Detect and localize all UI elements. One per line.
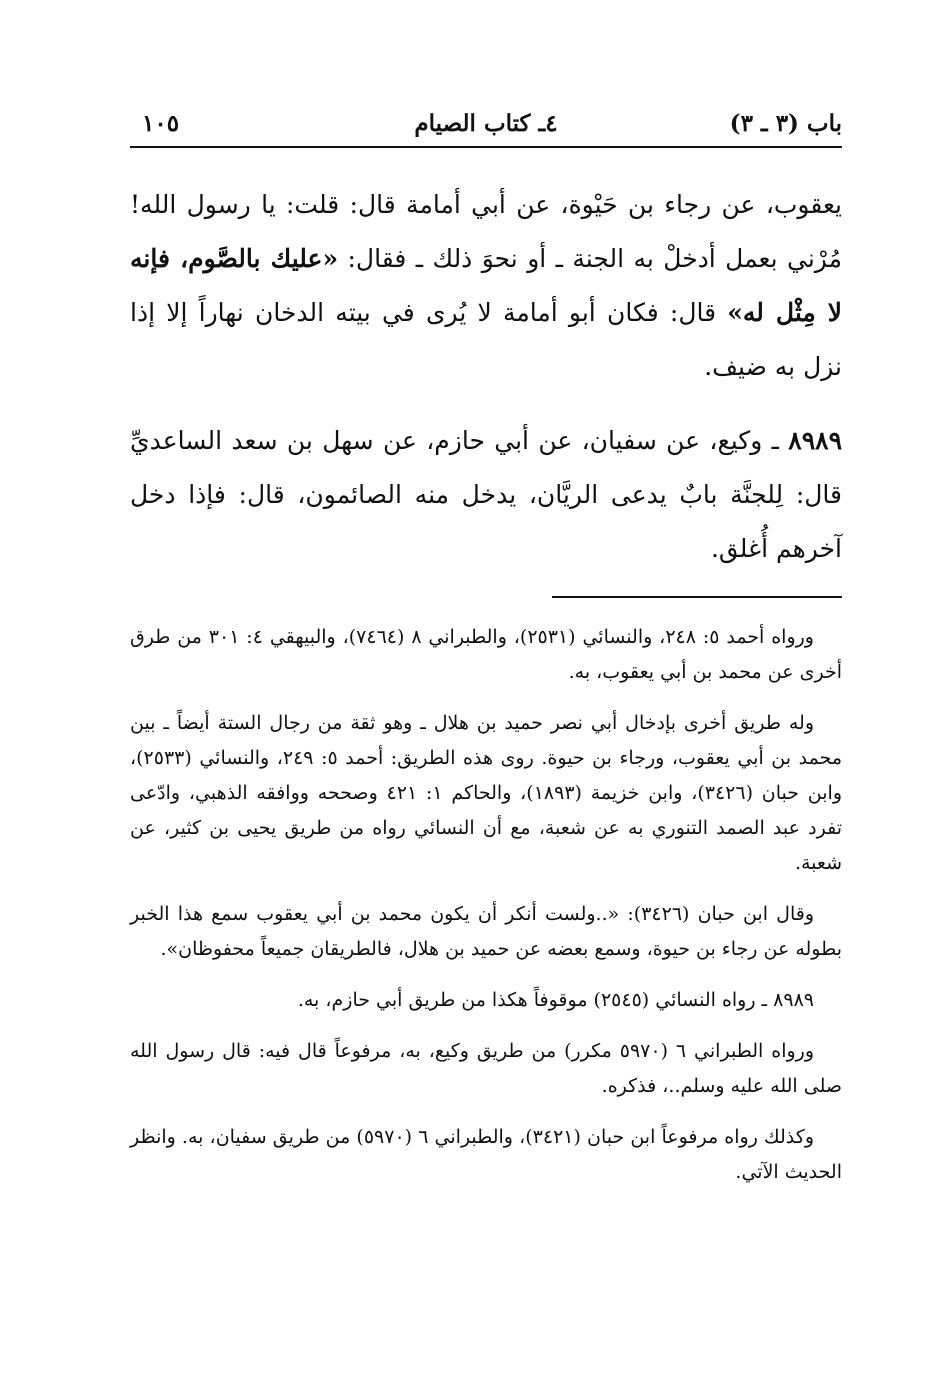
chapter-reference: باب (٣ ـ ٣): [729, 110, 842, 137]
footnote-paragraph: وكذلك رواه مرفوعاً ابن حبان (٣٤٢١)، والطبراني ٦ (٥٩٧٠) من طريق سفيان، به. وانظر الحديث الآتي.: [130, 1126, 842, 1183]
main-text: [130, 178, 842, 576]
footnote-divider: [552, 596, 842, 598]
prophet-quote-bold: «عليك بالصَّوم، فإنه لا مِثْل له»: [130, 244, 842, 327]
book-page: [130, 100, 842, 1206]
paragraph-text-1: يعقوب، عن رجاء بن حَيْوة، عن أبي أمامة قال: قلت: يا رسول الله! مُرْني بعمل أدخلْ به الجنة ـ أو نحوَ ذلك ـ فقال:: [130, 190, 842, 273]
hadith-text: ـ وكيع، عن سفيان، عن أبي حازم، عن سهل بن سعد الساعديِّ قال: لِلجنَّة بابٌ يدعى الريَّان، يدخل منه الصائمون، قال: فإذا دخل آخرهم أُغلق.: [130, 426, 842, 563]
footnotes: [130, 620, 842, 1190]
footnote-paragraph: ٨٩٨٩ ـ رواه النسائي (٢٥٤٥) موقوفاً هكذا من طريق أبي حازم، به.: [297, 989, 814, 1011]
page-number: ١٠٥: [142, 110, 180, 137]
footnote-paragraph: ورواه أحمد ٥: ٢٤٨، والنسائي (٢٥٣١)، والطبراني ٨ (٧٤٦٤)، والبيهقي ٤: ٣٠١ من طرق أخرى عن محمد بن أبي يعقوب، به.: [130, 626, 842, 683]
footnote-paragraph: ورواه الطبراني ٦ (٥٩٧٠ مكرر) من طريق وكيع، به، مرفوعاً قال فيه: قال رسول الله صلى الله عليه وسلم..، فذكره.: [130, 1040, 842, 1097]
footnote-paragraph: وقال ابن حبان (٣٤٢٦): «..ولست أنكر أن يكون محمد بن أبي يعقوب سمع هذا الخبر بطوله عن رجاء بن حيوة، وسمع بعضه عن حميد بن هلال، فالطريقان جميعاً محفوظان».: [130, 903, 842, 960]
hadith-continuation-paragraph: [130, 178, 842, 394]
book-title: ٤ـ كتاب الصيام: [414, 110, 558, 137]
page-header: [130, 100, 842, 148]
footnote-paragraph: وله طريق أخرى بإدخال أبي نصر حميد بن هلال ـ وهو ثقة من رجال الستة أيضاً ـ بين محمد بن أبي يعقوب، ورجاء بن حيوة. روى هذه الطريق: أحمد ٥: ٢٤٩، والنسائي (٢٥٣٣)، وابن حبان (٣٤٢٦)، وابن خزيمة (١٨٩٣)، والحاكم ١: ٤٢١ وصححه ووافقه الذهبي، وادّعى تفرد عبد الصمد التنوري به عن شعبة، مع أن النسائي رواه من طريق يحيى بن كثير، عن شعبة.: [130, 712, 842, 874]
paragraph-text-2: قال: فكان أبو أمامة لا يُرى في بيته الدخان نهاراً إلا إذا نزل به ضيف.: [130, 298, 842, 381]
hadith-number: ٨٩٨٩: [788, 426, 842, 455]
hadith-8989-paragraph: [130, 414, 842, 576]
